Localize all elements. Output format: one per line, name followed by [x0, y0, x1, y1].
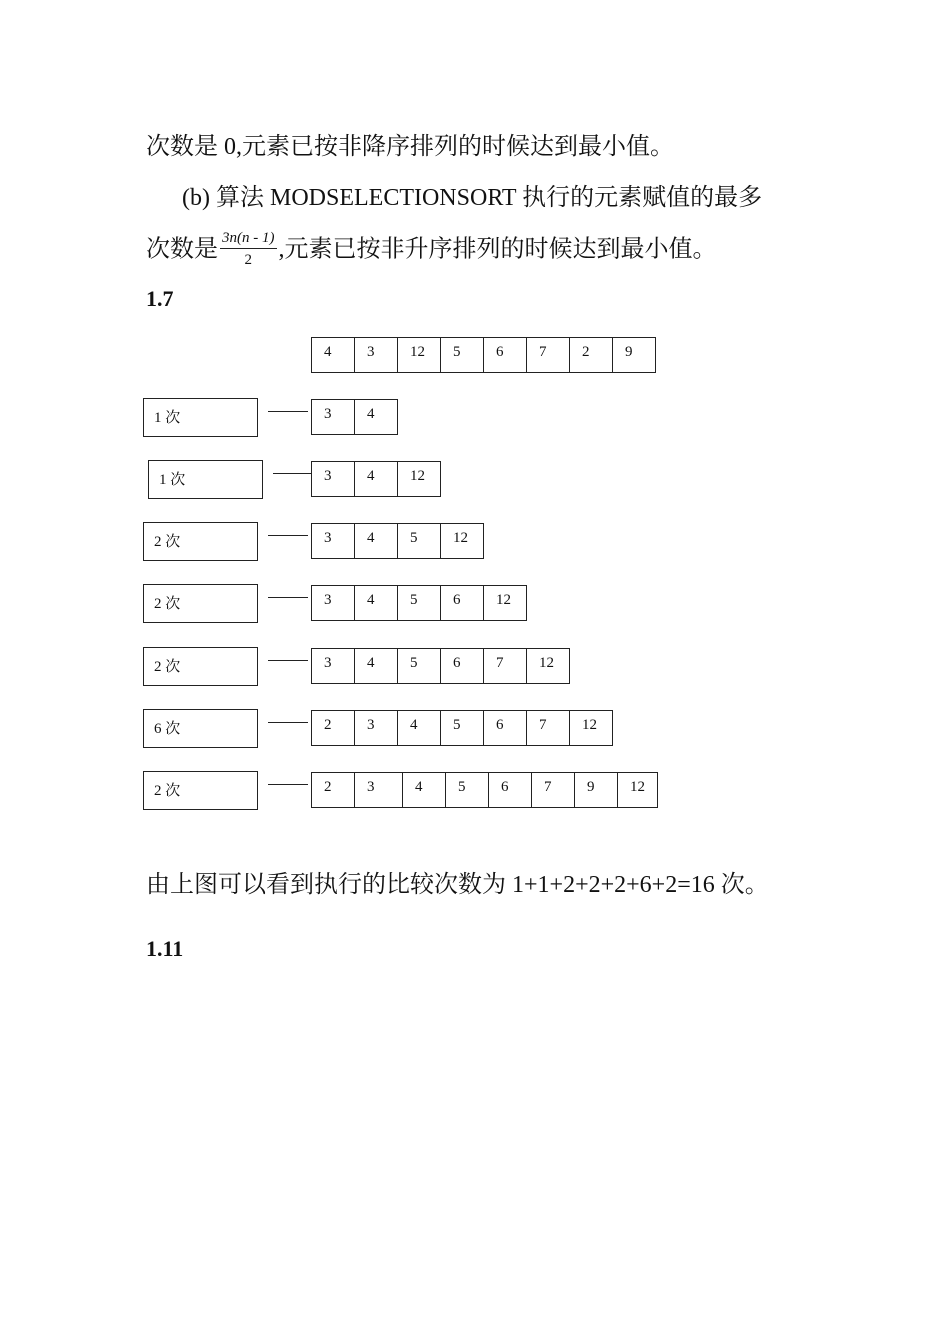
step-count-label: 1 次	[148, 460, 263, 499]
step-array-cell: 2	[311, 710, 355, 746]
paragraph-line-1: 次数是 0,元素已按非降序排列的时候达到最小值。	[146, 134, 674, 160]
paragraph-line-3-suffix: ,元素已按非升序排列的时候达到最小值。	[278, 236, 717, 263]
paragraph-line-3	[146, 232, 717, 270]
initial-array-cell: 3	[354, 337, 398, 373]
initial-array-cell: 6	[483, 337, 527, 373]
step-array-cell: 3	[311, 523, 355, 559]
connector-line	[268, 535, 308, 536]
conclusion-text: 由上图可以看到执行的比较次数为 1+1+2+2+2+6+2=16 次。	[146, 872, 769, 898]
formula-denominator: 2	[244, 252, 252, 268]
connector-line	[268, 597, 308, 598]
step-array-cell: 12	[569, 710, 613, 746]
step-array-cell: 2	[311, 772, 355, 808]
initial-array-cell: 7	[526, 337, 570, 373]
step-array-cell: 4	[402, 772, 446, 808]
step-array-cell: 7	[531, 772, 575, 808]
step-array-cell: 4	[354, 461, 398, 497]
step-array-cell: 4	[354, 399, 398, 435]
step-array-cell: 3	[311, 648, 355, 684]
step-array-cell: 7	[483, 648, 527, 684]
paragraph-line-2: (b) 算法 MODSELECTIONSORT 执行的元素赋值的最多	[182, 185, 763, 211]
paragraph-line-3-prefix: 次数是	[146, 236, 218, 263]
section-heading-1-7: 1.7	[146, 286, 174, 311]
connector-line	[268, 411, 308, 412]
step-array-cell: 12	[440, 523, 484, 559]
step-array-cell: 3	[311, 399, 355, 435]
step-array-cell: 6	[440, 648, 484, 684]
step-array-cell: 5	[397, 648, 441, 684]
step-count-label: 1 次	[143, 398, 258, 437]
step-array-cell: 12	[397, 461, 441, 497]
step-count-label: 6 次	[143, 709, 258, 748]
step-array-cell: 5	[445, 772, 489, 808]
initial-array-cell: 9	[612, 337, 656, 373]
step-array-cell: 4	[354, 585, 398, 621]
step-array-cell: 4	[354, 648, 398, 684]
step-array-cell: 9	[574, 772, 618, 808]
step-count-label: 2 次	[143, 584, 258, 623]
step-array-cell: 5	[440, 710, 484, 746]
step-array-cell: 3	[354, 772, 403, 808]
step-array-cell: 12	[483, 585, 527, 621]
step-array-cell: 4	[397, 710, 441, 746]
step-array-cell: 6	[483, 710, 527, 746]
connector-line	[268, 722, 308, 723]
step-array-cell: 6	[488, 772, 532, 808]
initial-array-cell: 12	[397, 337, 441, 373]
step-count-label: 2 次	[143, 522, 258, 561]
formula-fraction	[220, 230, 277, 268]
step-array-cell: 12	[617, 772, 658, 808]
step-array-cell: 3	[311, 461, 355, 497]
step-array-cell: 12	[526, 648, 570, 684]
step-array-cell: 5	[397, 523, 441, 559]
connector-line	[268, 660, 308, 661]
step-count-label: 2 次	[143, 771, 258, 810]
step-count-label: 2 次	[143, 647, 258, 686]
step-array-cell: 3	[311, 585, 355, 621]
step-array-cell: 6	[440, 585, 484, 621]
connector-line	[273, 473, 311, 474]
step-array-cell: 5	[397, 585, 441, 621]
step-array-cell: 7	[526, 710, 570, 746]
connector-line	[268, 784, 308, 785]
initial-array-cell: 2	[569, 337, 613, 373]
step-array-cell: 3	[354, 710, 398, 746]
section-heading-1-11: 1.11	[146, 936, 184, 961]
step-array-cell: 4	[354, 523, 398, 559]
initial-array-cell: 4	[311, 337, 355, 373]
initial-array-cell: 5	[440, 337, 484, 373]
formula-numerator: 3n(n - 1)	[220, 230, 277, 249]
